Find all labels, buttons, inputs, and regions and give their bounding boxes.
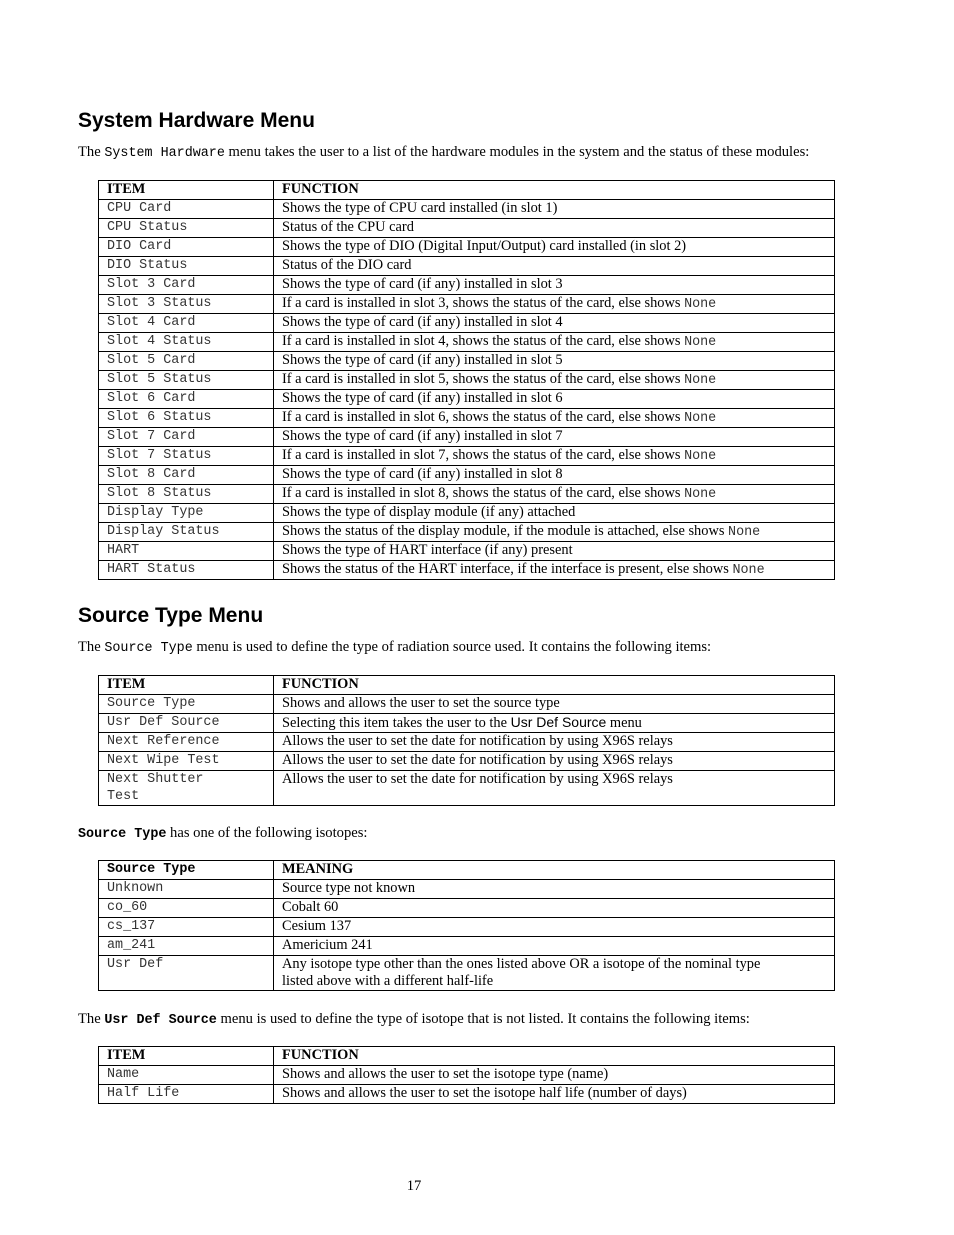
function-text: If a card is installed in slot 7, shows the status of the card, else shows [282,447,685,463]
none-value: None [684,297,717,312]
intro-code: Usr Def Source [104,1013,217,1028]
function-text: If a card is installed in slot 8, shows the status of the card, else shows [282,485,685,501]
intro-code: Source Type [78,827,167,842]
table-row [99,447,835,466]
intro-code: Source Type [104,641,193,656]
table-row [99,409,835,428]
isotopes-intro [78,824,367,844]
none-value: None [684,335,717,350]
source-type-table [98,675,835,806]
function-cell: Allows the user to set the date for notification by using X96S relays [274,752,835,771]
item-cell: Next Wipe Test [99,752,274,771]
system-hardware-intro [78,143,809,163]
item-cell: Display Status [99,523,274,542]
item-cell: Slot 6 Card [99,390,274,409]
intro-text: menu is used to define the type of isotope that is not listed. It contains the following items: [216,1011,750,1027]
meaning-line: listed above with a different half-life [282,973,494,989]
intro-text: menu takes the user to a list of the hardware modules in the system and the status of these modules: [224,144,810,160]
usr-def-intro [78,1010,750,1030]
table-row [99,200,835,219]
function-cell: Shows and allows the user to set the source type [274,695,835,714]
table-row [99,937,835,956]
item-line: Test [107,789,140,804]
function-cell [274,428,835,447]
function-text: Shows the status of the HART interface, if the interface is present, else shows [282,561,733,577]
function-cell [274,409,835,428]
item-cell: Slot 7 Status [99,447,274,466]
table-row [99,219,835,238]
system-hardware-heading: System Hardware Menu [78,109,315,132]
function-text: Status of the CPU card [282,219,414,235]
table-row [99,771,835,806]
function-cell [274,295,835,314]
column-header-item: ITEM [99,676,274,695]
function-cell [274,390,835,409]
table-row [99,428,835,447]
intro-text: The [78,639,105,655]
function-cell [274,504,835,523]
source-type-heading: Source Type Menu [78,604,264,627]
function-cell: Shows and allows the user to set the isotope half life (number of days) [274,1085,835,1104]
none-value: None [684,373,717,388]
table-row [99,752,835,771]
column-header-meaning: MEANING [274,861,835,880]
table-header-row [99,1047,835,1066]
function-text: Shows the type of card (if any) installed in slot 6 [282,390,563,406]
function-cell [274,485,835,504]
item-cell: DIO Card [99,238,274,257]
meaning-cell: Cesium 137 [274,918,835,937]
table-row [99,714,835,733]
function-cell [274,466,835,485]
table-row [99,314,835,333]
item-cell: Slot 5 Card [99,352,274,371]
table-row [99,956,835,991]
intro-text: menu is used to define the type of radiation source used. It contains the following items: [192,639,712,655]
function-text: Shows the type of card (if any) installed in slot 5 [282,352,563,368]
table-row [99,561,835,580]
function-text: Selecting this item takes the user to the [282,715,511,731]
intro-text: The [78,144,105,160]
function-cell [274,523,835,542]
item-cell: cs_137 [99,918,274,937]
column-header-item: ITEM [99,1047,274,1066]
item-cell: Half Life [99,1085,274,1104]
item-cell: Next Reference [99,733,274,752]
function-cell [274,333,835,352]
menu-name: Usr Def Source [510,714,607,730]
intro-text: The [78,1011,105,1027]
column-header-function: FUNCTION [274,1047,835,1066]
function-cell [274,352,835,371]
function-text: Shows the type of CPU card installed (in slot 1) [282,200,558,216]
table-row [99,918,835,937]
item-line: Next Shutter [107,772,204,787]
table-row [99,504,835,523]
item-cell: Slot 8 Status [99,485,274,504]
function-text: Shows the type of display module (if any) attached [282,504,576,520]
none-value: None [684,487,717,502]
function-text: If a card is installed in slot 4, shows the status of the card, else shows [282,333,685,349]
usr-def-table [98,1046,835,1104]
item-cell: DIO Status [99,257,274,276]
table-row [99,880,835,899]
page-number: 17 [406,1178,422,1194]
function-text: Shows the type of DIO (Digital Input/Output) card installed (in slot 2) [282,238,687,254]
item-cell: Name [99,1066,274,1085]
table-row [99,371,835,390]
intro-text: has one of the following isotopes: [166,825,368,841]
function-cell [274,219,835,238]
function-text: Shows the type of card (if any) installed in slot 3 [282,276,563,292]
function-text: If a card is installed in slot 3, shows the status of the card, else shows [282,295,685,311]
function-text: Status of the DIO card [282,257,412,273]
table-row [99,1085,835,1104]
function-cell [274,257,835,276]
table-row [99,695,835,714]
item-cell: HART Status [99,561,274,580]
item-cell: am_241 [99,937,274,956]
column-header-function: FUNCTION [274,181,835,200]
table-row [99,542,835,561]
function-cell [274,238,835,257]
meaning-cell [274,956,835,991]
item-cell: Source Type [99,695,274,714]
none-value: None [728,525,761,540]
meaning-cell: Source type not known [274,880,835,899]
table-row [99,390,835,409]
function-cell: Allows the user to set the date for notification by using X96S relays [274,771,835,806]
item-cell: HART [99,542,274,561]
function-cell [274,542,835,561]
function-cell [274,314,835,333]
system-hardware-table [98,180,835,580]
table-row [99,295,835,314]
function-text: menu [606,715,642,731]
none-value: None [732,563,765,578]
function-text: Shows the type of card (if any) installed in slot 7 [282,428,563,444]
function-cell [274,447,835,466]
isotopes-table [98,860,835,991]
function-cell [274,200,835,219]
function-cell: Allows the user to set the date for notification by using X96S relays [274,733,835,752]
function-text: If a card is installed in slot 6, shows the status of the card, else shows [282,409,685,425]
table-row [99,733,835,752]
table-row [99,333,835,352]
column-header-function: FUNCTION [274,676,835,695]
table-row [99,899,835,918]
item-cell: Slot 4 Status [99,333,274,352]
column-header-source-type: Source Type [99,861,274,880]
function-cell [274,714,835,733]
function-cell [274,276,835,295]
table-header-row [99,181,835,200]
table-row [99,352,835,371]
function-text: Shows the type of HART interface (if any) present [282,542,573,558]
item-cell: Slot 3 Status [99,295,274,314]
item-cell: Slot 5 Status [99,371,274,390]
item-cell [99,771,274,806]
meaning-cell: Americium 241 [274,937,835,956]
none-value: None [684,449,717,464]
item-cell: Usr Def [99,956,274,991]
function-cell [274,561,835,580]
table-row [99,523,835,542]
function-text: If a card is installed in slot 5, shows the status of the card, else shows [282,371,685,387]
table-row [99,276,835,295]
intro-code: System Hardware [104,146,225,161]
table-row [99,485,835,504]
item-cell: co_60 [99,899,274,918]
table-row [99,257,835,276]
item-cell: Slot 4 Card [99,314,274,333]
column-header-item: ITEM [99,181,274,200]
function-cell: Shows and allows the user to set the isotope type (name) [274,1066,835,1085]
table-row [99,238,835,257]
function-text: Shows the status of the display module, if the module is attached, else shows [282,523,729,539]
none-value: None [684,411,717,426]
meaning-line: Any isotope type other than the ones listed above OR a isotope of the nominal type [282,956,761,972]
table-row [99,466,835,485]
table-header-row [99,676,835,695]
table-row [99,1066,835,1085]
item-cell: Slot 8 Card [99,466,274,485]
system-hardware-table-body [99,200,835,580]
table-header-row [99,861,835,880]
function-text: Shows the type of card (if any) installed in slot 8 [282,466,563,482]
source-type-intro [78,638,711,658]
item-cell: Unknown [99,880,274,899]
item-cell: Slot 3 Card [99,276,274,295]
item-cell: CPU Card [99,200,274,219]
item-cell: Display Type [99,504,274,523]
meaning-cell: Cobalt 60 [274,899,835,918]
item-cell: Slot 7 Card [99,428,274,447]
item-cell: CPU Status [99,219,274,238]
item-cell: Slot 6 Status [99,409,274,428]
function-cell [274,371,835,390]
item-cell: Usr Def Source [99,714,274,733]
function-text: Shows the type of card (if any) installed in slot 4 [282,314,563,330]
